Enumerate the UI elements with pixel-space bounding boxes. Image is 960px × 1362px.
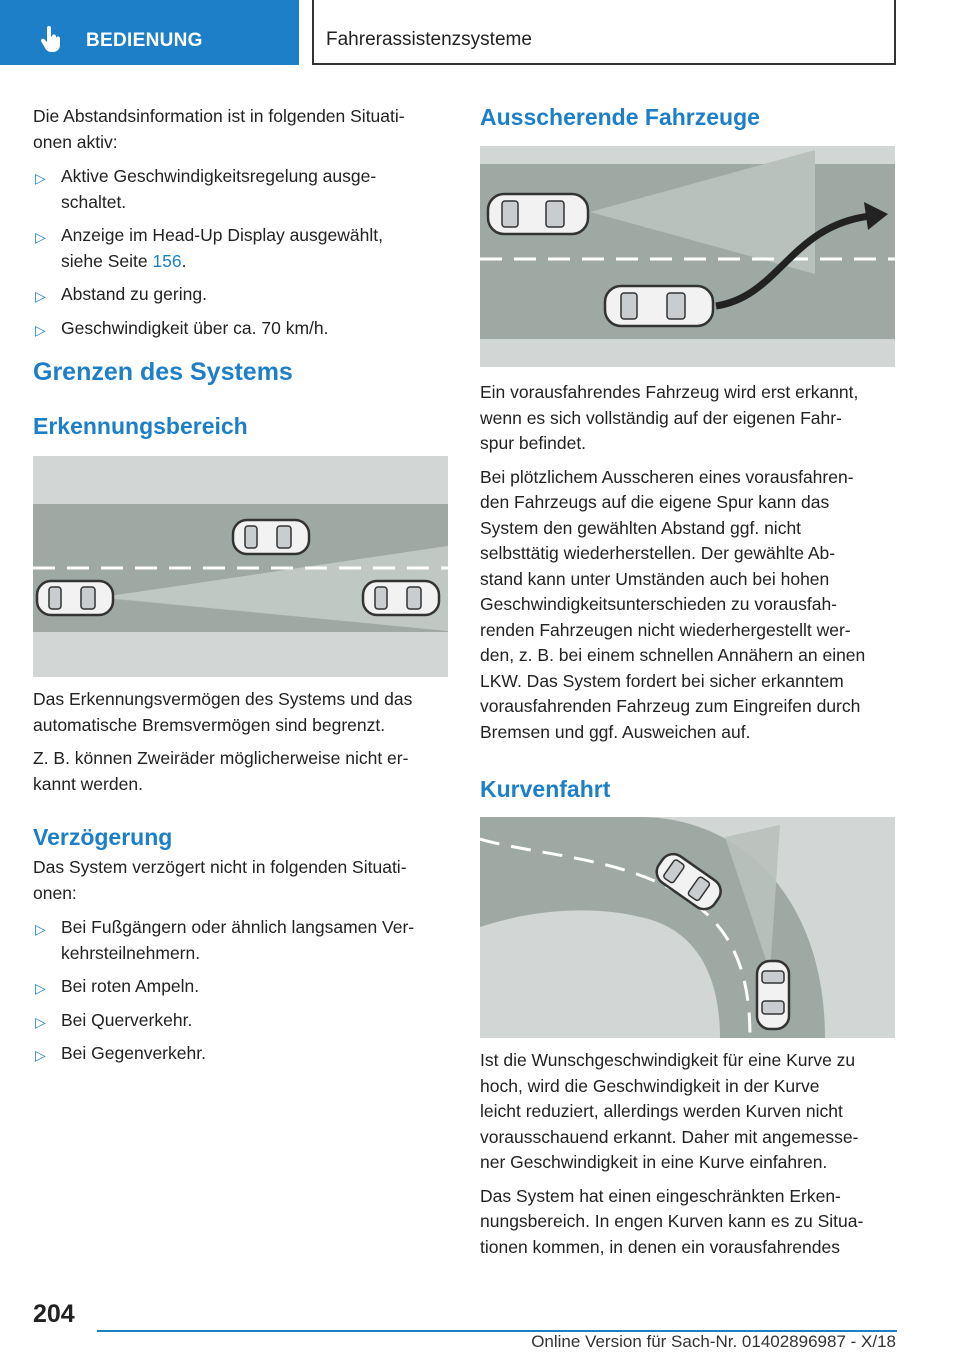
hand-touch-icon: [40, 26, 62, 52]
list-item: ▷ Bei Gegenverkehr.: [33, 1041, 448, 1067]
cutting-out-vehicle-illustration: [480, 146, 895, 367]
bullet-triangle-icon: ▷: [35, 1047, 46, 1063]
cut-out-paragraph-1: Ein vorausfahrendes Fahrzeug wird erst erkannt, wenn es sich vollständig auf der eigenen Fahr- spur befindet.: [480, 382, 859, 453]
heading-erkennungsbereich: Erkennungsbereich: [33, 413, 248, 439]
no-deceleration-list: [33, 915, 448, 1067]
limits-paragraph-2: Z. B. können Zweiräder möglicherweise nicht er- kannt werden.: [33, 748, 409, 794]
curve-paragraph-1: Ist die Wunschgeschwindigkeit für eine Kurve zu hoch, wird die Geschwindigkeit in der Kurve leicht reduziert, allerdings werden Kurven nicht vorausschauend erkannt. Daher mit angemesse- ner Geschwindigkeit in eine Kurve einfahren.: [480, 1050, 859, 1172]
right-column-bottom: [480, 1048, 895, 1260]
heading-grenzen: Grenzen des Systems: [33, 358, 293, 386]
bullet-triangle-icon: ▷: [35, 980, 46, 996]
bullet-triangle-icon: ▷: [35, 1013, 46, 1030]
chapter-tab[interactable]: [312, 0, 896, 65]
list-item: ▷ Bei Querverkehr.: [33, 1008, 448, 1034]
cut-out-paragraph-2: Bei plötzlichem Ausscheren eines vorausfahren- den Fahrzeugs auf die eigene Spur kann das System den gewählten Abstand ggf. nicht selbsttätig wiederherstellen. Der gewählte Ab- stand kann unter Umständen auch bei hohen Geschwindigkeitsunterschieden zu vorausfah- renden Fahrzeugen nicht wiederhergestellt wer- den, z. B. bei einem schnellen Annähern an einen LKW. Das System fordert bei sicher erkanntem vorausfahrenden Fahrzeug zum Eingreifen durch Bremsen und ggf. Ausweichen auf.: [480, 466, 866, 742]
section-tab[interactable]: [0, 0, 299, 65]
curve-paragraph-2: Das System hat einen eingeschränkten Erken- nungsbereich. In engen Kurven kann es zu Situa- tionen kommen, in denen ein vorausfahrendes: [480, 1185, 864, 1257]
heading-ausscherende: Ausscherende Fahrzeuge: [480, 104, 760, 130]
heading-kurvenfahrt: Kurvenfahrt: [480, 776, 611, 802]
left-column-bottom: [33, 687, 448, 1067]
deceleration-paragraph: Das System verzögert nicht in folgenden Situati- onen:: [33, 857, 407, 903]
bullet-triangle-icon: ▷: [35, 170, 46, 186]
page-number: 204: [33, 1300, 75, 1328]
bullet-triangle-icon: ▷: [35, 288, 46, 304]
list-item: ▷ Bei Fußgängern oder ähnlich langsamen Ver- kehrsteilnehmern.: [35, 917, 415, 963]
right-column-middle: [480, 380, 895, 745]
chapter-title: Fahrerassistenzsysteme: [326, 29, 532, 50]
page-link[interactable]: 156: [152, 250, 182, 271]
list-item: ▷ Anzeige im Head-Up Display ausgewählt, siehe Seite 156.: [35, 225, 383, 271]
list-item: ▷ Abstand zu gering.: [33, 282, 448, 308]
left-column-top: [33, 104, 448, 341]
bullet-triangle-icon: ▷: [35, 921, 46, 937]
list-item: ▷ Aktive Geschwindigkeitsregelung ausge- schaltet.: [35, 166, 377, 212]
active-situations-list: [33, 164, 448, 341]
limits-paragraph-1: Das Erkennungsvermögen des Systems und das automatische Bremsvermögen sind begrenzt.: [33, 689, 413, 735]
list-item: ▷ Bei roten Ampeln.: [33, 974, 448, 1000]
bullet-triangle-icon: ▷: [35, 321, 46, 338]
heading-verzoegerung: Verzögerung: [33, 824, 173, 850]
intro-paragraph: Die Abstandsinformation ist in folgenden Situati- onen aktiv:: [33, 106, 405, 152]
bullet-triangle-icon: ▷: [35, 229, 46, 245]
section-title: BEDIENUNG: [86, 30, 203, 51]
online-version-note: Online Version für Sach-Nr. 01402896987 - X/18: [531, 1332, 896, 1351]
curve-driving-illustration: [480, 817, 895, 1038]
detection-range-illustration: [33, 456, 448, 677]
list-item: ▷ Geschwindigkeit über ca. 70 km/h.: [33, 316, 448, 342]
